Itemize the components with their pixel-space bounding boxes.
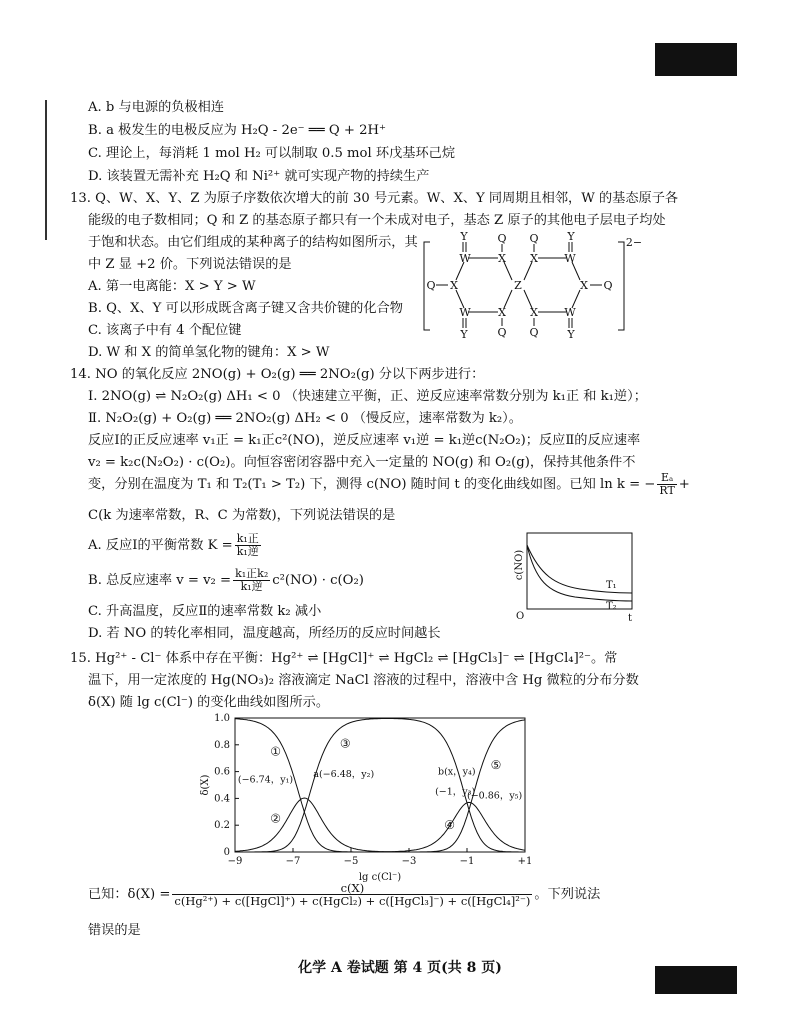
ion-charge: 2− [625, 236, 643, 249]
q15-line2: 温下，用一定浓度的 Hg(NO₃)₂ 溶液滴定 NaCl 溶液的过程中，溶液中含 Hg 微粒的分布分数 [88, 673, 639, 688]
q13-line2: 能级的电子数相同；Q 和 Z 的基态原子都只有一个未成对电子，基态 Z 原子的其他电子层电子均处 [88, 213, 666, 228]
svg-text:W: W [459, 252, 471, 265]
q13-option-a: A. 第一电离能：X > Y > W [88, 279, 256, 294]
svg-text:W: W [459, 306, 471, 319]
ion-structure-diagram [420, 230, 643, 341]
svg-text:Y: Y [460, 328, 468, 341]
q14-step2: Ⅱ. N₂O₂(g) + O₂(g) ══ 2NO₂(g) ΔH₂ < 0 （慢反应，速率常数为 k₂）。 [88, 411, 522, 426]
x-tick-label: −9 [227, 856, 243, 867]
y-tick-label: 0.4 [214, 793, 230, 805]
q13-option-c: C. 该离子中有 4 个配位键 [88, 323, 242, 338]
q14-text2: v₂ = k₂c(N₂O₂) · c(O₂)。向恒容密闭容器中充入一定量的 NO(g) 和 O₂(g)，保持其他条件不 [88, 455, 636, 470]
q13-line1: 13. Q、W、X、Y、Z 为原子序数依次增大的前 30 号元素。W、X、Y 同周期且相邻，W 的基态原子各 [70, 191, 679, 206]
svg-text:X: X [530, 306, 538, 319]
svg-text:X: X [450, 279, 458, 292]
series-label-2: ③ [339, 736, 351, 751]
graph-t1-label: T₁ [606, 580, 617, 591]
x-axis-label: lg c(Cl⁻) [358, 872, 402, 883]
series-line-3 [235, 802, 525, 852]
x-tick-label: −1 [459, 856, 475, 867]
svg-text:Q: Q [426, 279, 436, 292]
svg-text:Z: Z [514, 279, 522, 292]
q13-line3: 于饱和状态。由它们组成的某种离子的结构如图所示，其 [88, 235, 418, 250]
page-footer: 化学 A 卷试题 第 4 页(共 8 页) [298, 960, 502, 976]
annotation-2: b(x，y₄) [438, 766, 476, 778]
svg-text:X: X [498, 306, 506, 319]
y-top-right: Y [567, 230, 575, 243]
graph-xlabel: t [628, 613, 633, 624]
svg-text:Y: Y [567, 328, 575, 341]
left-margin-line [45, 100, 47, 240]
prev-option-d: D. 该装置无需补充 H₂Q 和 Ni²⁺ 就可实现产物的持续生产 [88, 169, 430, 184]
svg-text:Q: Q [497, 232, 507, 245]
svg-text:Q: Q [497, 326, 507, 339]
q14-text3: 变，分别在温度为 T₁ 和 T₂(T₁ > T₂) 下，测得 c(NO) 随时间 t 的变化曲线如图。已知 ln k = − $\frac{\text{Eₐ}}{RT}$ + [88, 471, 690, 497]
y-top-left: Y [460, 230, 468, 243]
x-tick-label: −5 [343, 856, 359, 867]
x-tick-label: +1 [517, 856, 533, 867]
prev-option-a: A. b 与电源的负极相连 [88, 100, 225, 115]
series-label-4: ⑤ [490, 757, 502, 772]
y-tick-label: 1.0 [214, 713, 230, 724]
top-right-black-bar [655, 43, 737, 76]
q15-line1: 15. Hg²⁺ - Cl⁻ 体系中存在平衡：Hg²⁺ ⇌ [HgCl]⁺ ⇌ HgCl₂ ⇌ [HgCl₃]⁻ ⇌ [HgCl₄]²⁻。常 [70, 651, 618, 666]
q13-option-b: B. Q、X、Y 可以形成既含离子键又含共价键的化合物 [88, 301, 403, 316]
series-label-0: ① [270, 744, 281, 759]
svg-text:X: X [530, 252, 538, 265]
q14-text4: C(k 为速率常数，R、C 为常数)，下列说法错误的是 [88, 508, 396, 523]
q14-cno-graph [510, 525, 640, 625]
series-label-3: ④ [444, 818, 455, 833]
x-tick-label: −3 [401, 856, 417, 867]
annotation-1: a(−6.48，y₂) [313, 768, 375, 780]
q14-option-a: A. 反应Ⅰ的平衡常数 K = $\frac{\text{k₁正}}{\text{k₁逆}}$ [88, 532, 259, 558]
q15-distribution-chart [190, 710, 540, 885]
x-tick-label: −7 [285, 856, 301, 867]
series-label-1: ② [270, 811, 281, 826]
svg-text:Q: Q [603, 279, 613, 292]
svg-text:W: W [564, 306, 576, 319]
graph-origin: O [516, 611, 525, 622]
svg-text:Q: Q [529, 232, 539, 245]
q15-line3: δ(X) 随 lg c(Cl⁻) 的变化曲线如图所示。 [88, 695, 330, 710]
svg-text:W: W [564, 252, 576, 265]
q14-option-b: B. 总反应速率 v = v₂ = $\frac{\text{k₁正k₂}}{\text{k₁逆}}$ c²(NO) · c(O₂) [88, 567, 364, 593]
q14-line1: 14. NO 的氧化反应 2NO(g) + O₂(g) ══ 2NO₂(g) 分以下两步进行： [70, 367, 485, 382]
svg-text:X: X [498, 252, 506, 265]
annotation-0: (−6.74，y₁) [237, 774, 294, 786]
graph-ylabel: c(NO) [514, 549, 525, 581]
y-tick-label: 0.2 [214, 820, 230, 832]
y-axis-label: δ(X) [200, 774, 211, 796]
q14-text1: 反应Ⅰ的正反应速率 v₁正 = k₁正c²(NO)，逆反应速率 v₁逆 = k₁逆c(N₂O₂)；反应Ⅱ的反应速率 [88, 433, 641, 448]
prev-option-b: B. a 极发生的电极反应为 H₂Q - 2e⁻ ══ Q + 2H⁺ [88, 123, 386, 138]
q15-line-end: 错误的是 [88, 923, 141, 938]
svg-text:Q: Q [529, 326, 539, 339]
annotation-3: (−1，y₃) [435, 786, 476, 798]
y-tick-label: 0.6 [214, 766, 230, 778]
annotation-4: (−0.86，y₅) [467, 790, 523, 802]
y-tick-label: 0 [223, 847, 230, 858]
q14-option-d: D. 若 NO 的转化率相同，温度越高，所经历的反应时间越长 [88, 626, 441, 641]
q15-known: 已知：δ(X) = $\frac{c(X)}{\text{c(Hg²⁺) + c([HgCl]⁺) + c(HgCl₂) + c([HgCl₃]⁻) + c([HgCl₄]²⁻)}}$ 。下列说法 [88, 881, 601, 908]
q14-option-c: C. 升高温度，反应Ⅱ的速率常数 k₂ 减小 [88, 604, 322, 619]
y-tick-label: 0.8 [214, 739, 230, 751]
graph-t2-label: T₂ [606, 601, 617, 612]
prev-option-c: C. 理论上，每消耗 1 mol H₂ 可以制取 0.5 mol 环戊基环己烷 [88, 146, 456, 161]
svg-text:X: X [580, 279, 588, 292]
q13-option-d: D. W 和 X 的简单氢化物的键角：X > W [88, 345, 330, 360]
q13-line4: 中 Z 显 +2 价。下列说法错误的是 [88, 257, 292, 272]
q14-step1: Ⅰ. 2NO(g) ⇌ N₂O₂(g) ΔH₁ < 0 （快速建立平衡，正、逆反应速率常数分别为 k₁正 和 k₁逆）； [88, 389, 647, 404]
